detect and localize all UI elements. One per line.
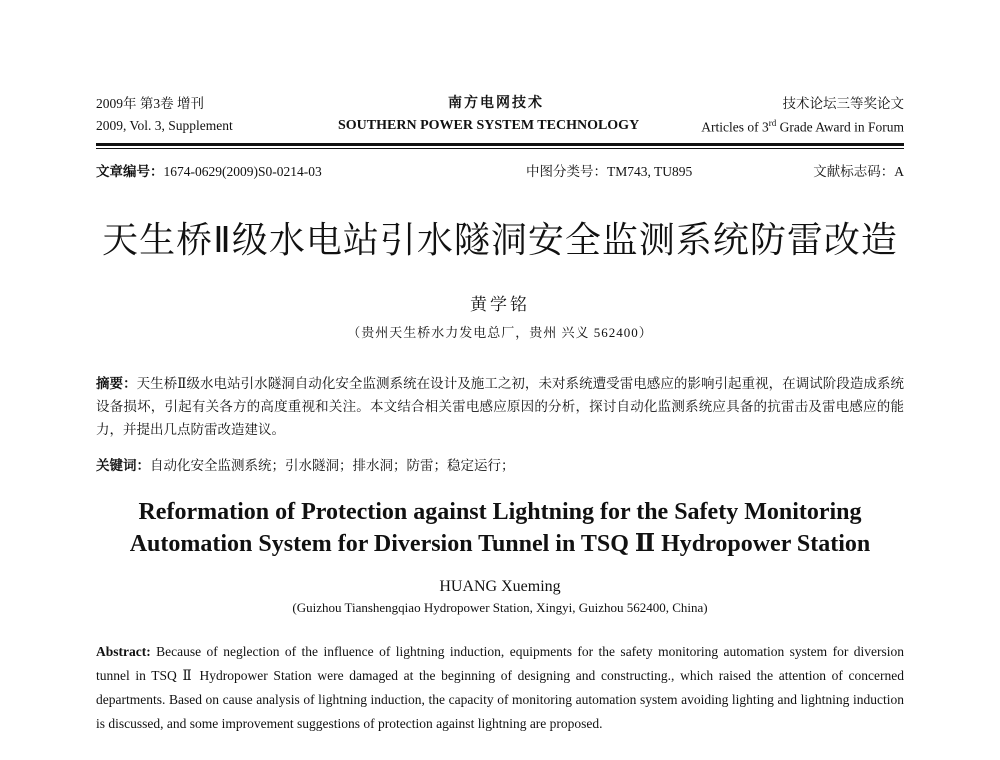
issue-en: 2009, Vol. 3, Supplement [96,118,233,133]
keywords-cn-label: 关键词： [96,458,150,473]
abstract-en-label: Abstract: [96,644,151,659]
title-cn: 天生桥Ⅱ级水电站引水隧洞安全监测系统防雷改造 [102,220,898,261]
journal-name-cn: 南方电网技术 [448,96,544,111]
award-cn: 技术论坛三等奖论文 [782,96,904,111]
document-code [813,160,904,180]
abstract-en-text: Because of neglection of the influence of lightning induction, equipments for the safety monitoring automation system for diversion tunnel in TSQ Ⅱ Hydropower Station were damaged at the beginning of designing and constructing., which raised the attention of concerned departments. Based on cause analysis of lightning induction, the capacity of monitoring automation system avoiding lighting and lightning induction is discussed, and some improvement suggestions of protection against lightning are proposed. [96,644,904,731]
header-rule-thick [96,143,904,146]
author-cn: 黄学铭 [470,295,530,314]
header-rule-thin [96,148,904,149]
title-en-line2: Automation System for Diversion Tunnel in TSQ Ⅱ Hydropower Station [129,531,871,557]
award-en-pre: Articles of 3 [701,119,769,135]
issue-cn: 2009年 第3卷 增刊 [96,96,204,111]
document-code-value: A [894,164,904,179]
title-en-line1: Reformation of Protection against Lightning for the Safety Monitoring [138,499,862,525]
title-en [0,496,1000,560]
keywords-cn-text: 自动化安全监测系统；引水隧洞；排水洞；防雷；稳定运行； [150,458,515,473]
keywords-cn [96,454,904,477]
affiliation-cn: （贵州天生桥水力发电总厂，贵州 兴义 562400） [347,325,653,340]
abstract-cn-text: 天生桥Ⅱ级水电站引水隧洞自动化安全监测系统在设计及施工之初，未对系统遭受雷电感应的影响引起重视，在调试阶段造成系统设备损坏，引起有关各方的高度重视和关注。本文结合相关雷电感应原因的分析，探讨自动化监测系统应具备的抗雷击及雷电感应的能力，并提出几点防雷改造建议。 [96,376,904,437]
journal-name-en: SOUTHERN POWER SYSTEM TECHNOLOGY [338,118,640,133]
award-en [701,118,904,136]
award-en-post: Grade Award in Forum [776,119,904,135]
document-code-label: 文献标志码： [813,164,895,179]
abstract-cn [96,372,904,441]
classification [526,160,692,180]
classification-label: 中图分类号： [526,164,607,179]
abstract-cn-label: 摘要： [96,376,137,391]
award-en-sup: rd [768,118,777,128]
classification-value: TM743, TU895 [607,164,693,179]
affiliation-en: (Guizhou Tianshengqiao Hydropower Station, Xingyi, Guizhou 562400, China) [292,600,708,615]
article-number-label: 文章编号： [96,164,164,179]
article-number [96,160,322,180]
article-number-value: 1674-0629(2009)S0-0214-03 [163,164,322,179]
abstract-en [96,640,904,736]
author-en: HUANG Xueming [439,578,561,595]
